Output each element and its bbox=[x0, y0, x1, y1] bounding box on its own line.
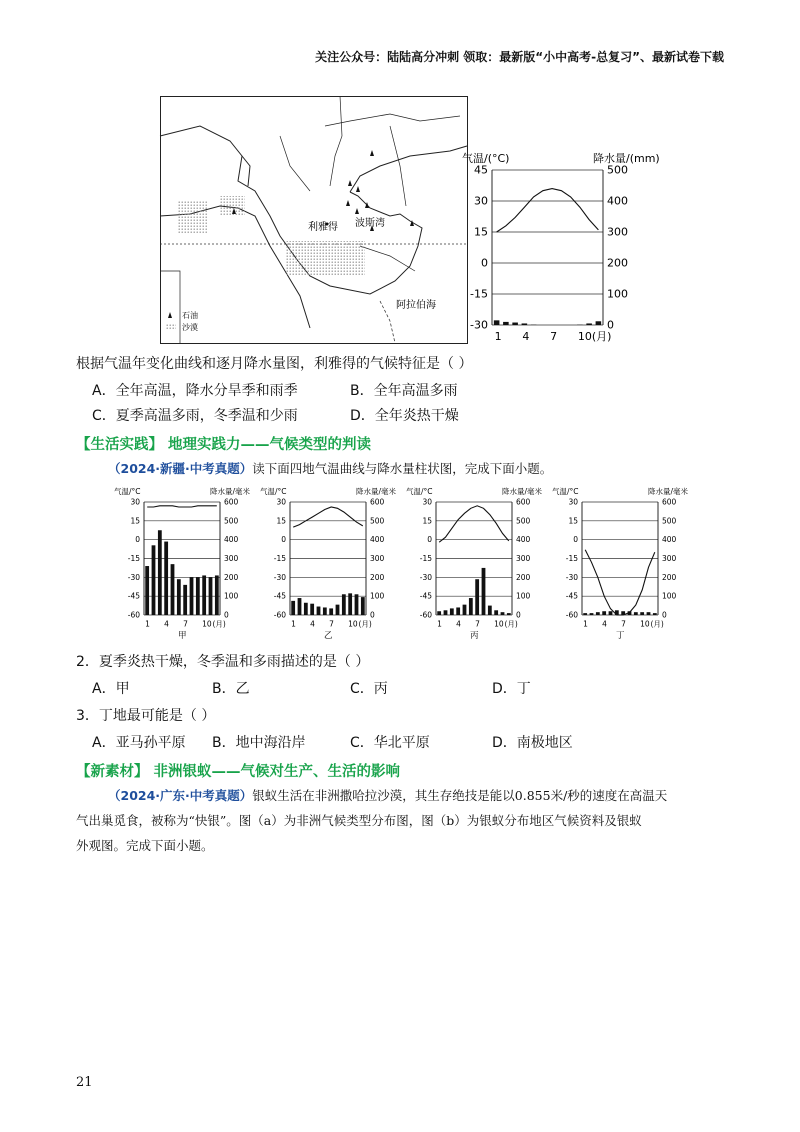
temp-tick-label: -15 bbox=[565, 554, 578, 563]
precip-tick-label: 400 bbox=[607, 194, 628, 208]
chart-name: 丁 bbox=[616, 631, 625, 641]
temp-tick-label: -15 bbox=[419, 554, 432, 563]
precip-bar bbox=[196, 577, 200, 615]
month-tick-label: 1 bbox=[437, 619, 442, 629]
question-2-stem: 2．夏季炎热干燥，冬季温和多雨描述的是（ ） bbox=[76, 654, 370, 670]
temp-tick-label: -15 bbox=[273, 554, 286, 563]
q2-option-d: D．丁 bbox=[492, 681, 531, 697]
precip-bar bbox=[450, 608, 454, 615]
precip-tick-label: 400 bbox=[224, 535, 239, 545]
section-life-practice: 【生活实践】 地理实践力——气候类型的判读 bbox=[76, 437, 372, 453]
temp-tick-label: 15 bbox=[422, 516, 432, 526]
precip-tick-label: 0 bbox=[516, 610, 521, 620]
section1-instruction: 读下面四地气温曲线与降水量柱状图，完成下面小题。 bbox=[252, 461, 553, 476]
question-3-stem: 3．丁地最可能是（ ） bbox=[76, 708, 216, 724]
chart-name: 丙 bbox=[470, 631, 479, 641]
precip-tick-label: 100 bbox=[224, 591, 239, 601]
precip-tick-label: 600 bbox=[516, 497, 531, 507]
month-tick-label: 10 bbox=[202, 619, 212, 629]
q1-option-b: B．全年高温多雨 bbox=[350, 383, 458, 399]
ylabel-precipitation: 降水量/毫米 bbox=[356, 487, 397, 496]
temp-tick-label: 0 bbox=[481, 256, 488, 270]
precip-bar bbox=[501, 612, 505, 615]
ylabel-temperature: 气温/(°C) bbox=[462, 152, 510, 165]
precip-tick-label: 200 bbox=[607, 256, 628, 270]
precip-bar bbox=[590, 613, 594, 615]
temp-tick-label: -60 bbox=[127, 610, 140, 620]
temp-tick-label: -45 bbox=[419, 591, 432, 601]
precip-bar bbox=[342, 594, 346, 615]
precip-bar bbox=[463, 605, 467, 615]
ylabel-temperature: 气温/°C bbox=[260, 487, 287, 496]
temp-tick-label: 15 bbox=[568, 516, 578, 526]
precip-bar bbox=[609, 611, 613, 615]
climate-chart-yi bbox=[258, 480, 398, 640]
temp-tick-label: 0 bbox=[281, 535, 286, 545]
legend-oil: 石油 bbox=[182, 311, 198, 320]
ylabel-temperature: 气温/°C bbox=[552, 487, 579, 496]
precip-bar bbox=[291, 601, 295, 615]
month-tick-label: 4 bbox=[164, 619, 169, 629]
precip-bar bbox=[202, 575, 206, 615]
precip-bar bbox=[323, 607, 327, 615]
precip-bar bbox=[482, 568, 486, 615]
precip-bar bbox=[586, 323, 592, 325]
temp-tick-label: -45 bbox=[273, 591, 286, 601]
page-number: 21 bbox=[76, 1075, 93, 1090]
riyadh-climate-chart bbox=[462, 145, 660, 345]
precip-tick-label: 300 bbox=[607, 225, 628, 239]
chart-name: 甲 bbox=[178, 631, 187, 641]
chart-name: 乙 bbox=[324, 631, 333, 641]
precip-bar bbox=[336, 605, 340, 615]
q3-option-d: D．南极地区 bbox=[492, 735, 573, 751]
question-1-stem: 根据气温年变化曲线和逐月降水量图，利雅得的气候特征是（ ） bbox=[76, 356, 473, 372]
precip-tick-label: 400 bbox=[516, 535, 531, 545]
section-new-material: 【新素材】 非洲银蚁——气候对生产、生活的影响 bbox=[76, 764, 401, 780]
month-unit-label: (月) bbox=[650, 619, 664, 629]
temp-tick-label: 30 bbox=[474, 194, 488, 208]
temp-tick-label: -45 bbox=[127, 591, 140, 601]
precip-bar bbox=[158, 530, 162, 615]
q1-option-a: A．全年高温，降水分旱季和雨季 bbox=[92, 383, 298, 399]
precip-bar bbox=[145, 566, 149, 615]
month-tick-label: 4 bbox=[522, 330, 530, 343]
precip-tick-label: 200 bbox=[370, 572, 385, 582]
precip-bar bbox=[503, 322, 509, 325]
temp-tick-label: 30 bbox=[422, 497, 432, 507]
ylabel-precipitation: 降水量/毫米 bbox=[502, 487, 543, 496]
precip-bar bbox=[348, 593, 352, 615]
temp-tick-label: -30 bbox=[419, 572, 432, 582]
precip-bar bbox=[494, 320, 500, 325]
precip-tick-label: 600 bbox=[662, 497, 677, 507]
temperature-curve bbox=[293, 507, 363, 527]
precip-bar bbox=[653, 613, 657, 615]
temp-tick-label: 45 bbox=[474, 163, 488, 177]
precip-bar bbox=[596, 612, 600, 615]
climate-chart-bing bbox=[404, 480, 544, 640]
month-tick-label: 4 bbox=[602, 619, 607, 629]
precip-tick-label: 100 bbox=[516, 591, 531, 601]
precip-tick-label: 300 bbox=[516, 554, 531, 563]
precip-bar bbox=[444, 610, 448, 615]
temperature-curve bbox=[585, 550, 655, 615]
climate-chart-ding bbox=[550, 480, 690, 640]
precip-tick-label: 600 bbox=[224, 497, 239, 507]
temperature-curve bbox=[147, 506, 217, 507]
temperature-curve bbox=[497, 189, 599, 232]
temp-tick-label: 15 bbox=[276, 516, 286, 526]
temp-tick-label: 0 bbox=[573, 535, 578, 545]
map-label-riyadh: 利雅得 bbox=[308, 222, 338, 233]
month-unit-label: (月) bbox=[358, 619, 372, 629]
precip-tick-label: 200 bbox=[224, 572, 239, 582]
q3-option-c: C．华北平原 bbox=[350, 735, 430, 751]
precip-bar bbox=[488, 606, 492, 615]
precip-bar bbox=[361, 597, 365, 615]
precip-bar bbox=[596, 321, 602, 325]
precip-bar bbox=[215, 575, 219, 615]
month-tick-label: 1 bbox=[583, 619, 588, 629]
precip-bar bbox=[583, 613, 587, 615]
ylabel-precipitation: 降水量/毫米 bbox=[210, 487, 251, 496]
month-tick-label: 4 bbox=[456, 619, 461, 629]
map-label-gulf: 波斯湾 bbox=[355, 218, 385, 229]
temp-tick-label: 15 bbox=[130, 516, 140, 526]
month-tick-label: 1 bbox=[145, 619, 150, 629]
temp-tick-label: -15 bbox=[470, 287, 488, 301]
temp-tick-label: 15 bbox=[474, 225, 488, 239]
legend-desert: 沙漠 bbox=[182, 323, 198, 332]
ylabel-precipitation: 降水量/(mm) bbox=[593, 152, 660, 165]
month-tick-label: 7 bbox=[329, 619, 334, 629]
precip-tick-label: 0 bbox=[607, 318, 614, 332]
source-2024-guangdong: （2024·广东·中考真题） bbox=[108, 788, 253, 803]
month-tick-label: 10(月) bbox=[577, 330, 612, 343]
precip-bar bbox=[317, 607, 321, 615]
precip-bar bbox=[355, 594, 359, 615]
month-tick-label: 10 bbox=[348, 619, 358, 629]
precip-tick-label: 100 bbox=[662, 591, 677, 601]
precip-tick-label: 200 bbox=[662, 572, 677, 582]
precip-bar bbox=[512, 323, 518, 325]
q3-option-a: A．亚马孙平原 bbox=[92, 735, 186, 751]
temp-tick-label: 30 bbox=[568, 497, 578, 507]
month-tick-label: 1 bbox=[291, 619, 296, 629]
ylabel-temperature: 气温/°C bbox=[406, 487, 433, 496]
map-label-sea: 阿拉伯海 bbox=[396, 300, 436, 311]
precip-tick-label: 500 bbox=[370, 516, 385, 526]
precip-bar bbox=[329, 608, 333, 615]
month-tick-label: 4 bbox=[310, 619, 315, 629]
precip-bar bbox=[602, 611, 606, 615]
precip-bar bbox=[437, 611, 441, 615]
section2-text-line3: 外观图。完成下面小题。 bbox=[76, 838, 214, 853]
month-tick-label: 7 bbox=[475, 619, 480, 629]
precip-tick-label: 0 bbox=[370, 610, 375, 620]
desert-legend-icon bbox=[166, 323, 176, 329]
precip-tick-label: 300 bbox=[662, 554, 677, 563]
temp-tick-label: -30 bbox=[565, 572, 578, 582]
precip-tick-label: 100 bbox=[607, 287, 628, 301]
precip-tick-label: 500 bbox=[516, 516, 531, 526]
precip-bar bbox=[298, 598, 302, 615]
precip-bar bbox=[456, 607, 460, 615]
precip-tick-label: 100 bbox=[370, 591, 385, 601]
precip-tick-label: 500 bbox=[224, 516, 239, 526]
month-unit-label: (月) bbox=[212, 619, 226, 629]
precip-tick-label: 0 bbox=[662, 610, 667, 620]
precip-tick-label: 600 bbox=[370, 497, 385, 507]
temp-tick-label: 0 bbox=[135, 535, 140, 545]
page-header: 关注公众号：陆陆高分冲刺 领取：最新版“小中高考-总复习”、最新试卷下载 bbox=[315, 50, 724, 64]
month-unit-label: (月) bbox=[504, 619, 518, 629]
precip-bar bbox=[164, 542, 168, 615]
q3-option-b: B．地中海沿岸 bbox=[212, 735, 306, 751]
precip-tick-label: 500 bbox=[662, 516, 677, 526]
precip-bar bbox=[209, 577, 213, 615]
precip-tick-label: 0 bbox=[224, 610, 229, 620]
month-tick-label: 7 bbox=[183, 619, 188, 629]
section2-text-line1: 银蚁生活在非洲撒哈拉沙漠，其生存绝技是能以0.855米/秒的速度在高温天 bbox=[252, 788, 668, 803]
month-tick-label: 10 bbox=[640, 619, 650, 629]
source-2024-xinjiang: （2024·新疆·中考真题） bbox=[108, 461, 253, 476]
q2-option-a: A．甲 bbox=[92, 681, 130, 697]
month-tick-label: 10 bbox=[494, 619, 504, 629]
temp-tick-label: -60 bbox=[565, 610, 578, 620]
month-tick-label: 1 bbox=[494, 330, 502, 343]
ylabel-temperature: 气温/°C bbox=[114, 487, 141, 496]
precip-tick-label: 300 bbox=[224, 554, 239, 563]
precip-bar bbox=[152, 545, 156, 615]
middle-east-map bbox=[160, 96, 468, 344]
temp-tick-label: 30 bbox=[130, 497, 140, 507]
section2-text-line2: 气出巢觅食，被称为“快银”。图（a）为非洲气候类型分布图，图（b）为银蚁分布地区气候资料及银蚁 bbox=[76, 813, 642, 828]
temp-tick-label: -45 bbox=[565, 591, 578, 601]
temp-tick-label: -60 bbox=[419, 610, 432, 620]
precip-bar bbox=[507, 613, 511, 615]
precip-bar bbox=[171, 564, 175, 615]
climate-chart-jia bbox=[112, 480, 252, 640]
temp-tick-label: -30 bbox=[273, 572, 286, 582]
temp-tick-label: -60 bbox=[273, 610, 286, 620]
precip-bar bbox=[190, 577, 194, 615]
precip-bar bbox=[475, 579, 479, 615]
q1-option-c: C．夏季高温多雨，冬季温和少雨 bbox=[92, 408, 298, 424]
precip-bar bbox=[177, 579, 181, 615]
temp-tick-label: -30 bbox=[127, 572, 140, 582]
temp-tick-label: -15 bbox=[127, 554, 140, 563]
precip-tick-label: 200 bbox=[516, 572, 531, 582]
precip-bar bbox=[494, 610, 498, 615]
month-tick-label: 7 bbox=[550, 330, 558, 343]
q2-option-c: C．丙 bbox=[350, 681, 388, 697]
q1-option-d: D．全年炎热干燥 bbox=[350, 408, 459, 424]
month-tick-label: 7 bbox=[621, 619, 626, 629]
temperature-curve bbox=[439, 506, 509, 542]
precip-bar bbox=[634, 612, 638, 615]
precip-bar bbox=[469, 598, 473, 615]
precip-bar bbox=[310, 604, 314, 615]
precip-tick-label: 500 bbox=[607, 163, 628, 177]
temp-tick-label: 30 bbox=[276, 497, 286, 507]
q2-option-b: B．乙 bbox=[212, 681, 250, 697]
precip-bar bbox=[183, 585, 187, 615]
temp-tick-label: -30 bbox=[470, 318, 488, 332]
precip-bar bbox=[640, 612, 644, 615]
temp-tick-label: 0 bbox=[427, 535, 432, 545]
precip-bar bbox=[304, 603, 308, 615]
precip-bar bbox=[522, 323, 528, 325]
precip-bar bbox=[647, 612, 651, 615]
ylabel-precipitation: 降水量/毫米 bbox=[648, 487, 689, 496]
precip-tick-label: 400 bbox=[370, 535, 385, 545]
precip-tick-label: 300 bbox=[370, 554, 385, 563]
precip-tick-label: 400 bbox=[662, 535, 677, 545]
